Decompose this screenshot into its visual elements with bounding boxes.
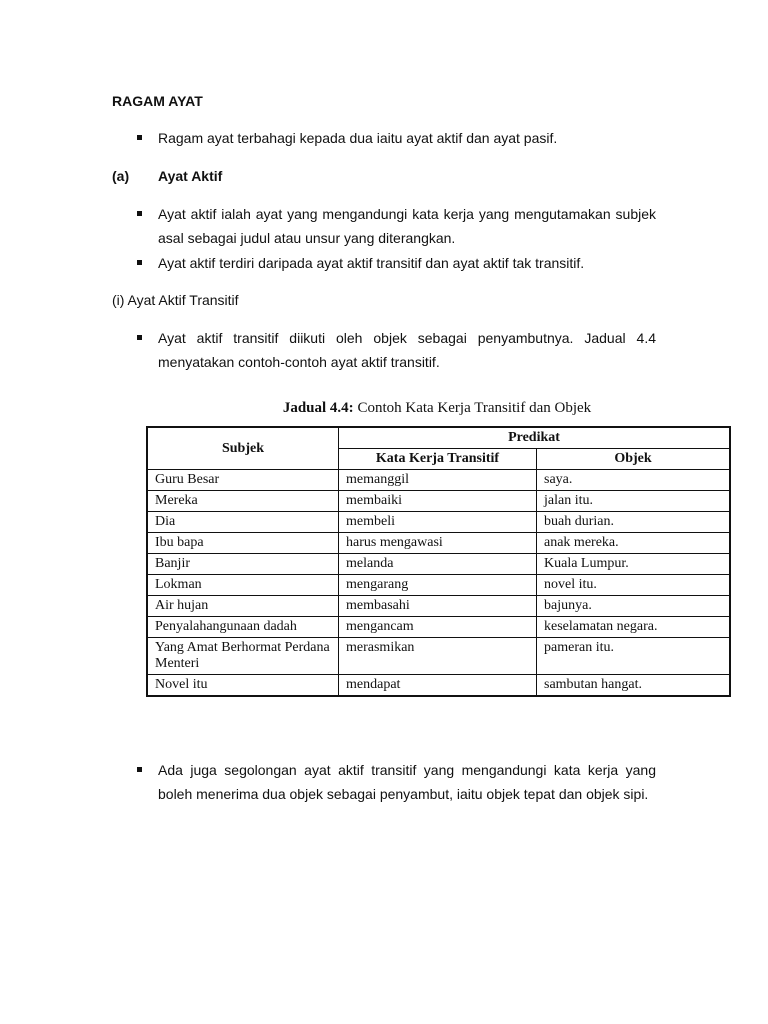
header-predikat: Predikat: [339, 427, 731, 449]
section-a-label: (a): [112, 168, 130, 184]
table-row: [147, 596, 730, 617]
header-kata-kerja: Kata Kerja Transitif: [339, 449, 537, 470]
cell-kata-kerja: memanggil: [339, 470, 537, 491]
cell-objek: novel itu.: [537, 575, 731, 596]
table-row: [147, 638, 730, 675]
table-row: [147, 491, 730, 512]
cell-kata-kerja: membaiki: [339, 491, 537, 512]
table-row: [147, 575, 730, 596]
cell-kata-kerja: membasahi: [339, 596, 537, 617]
transitive-verb-table: [146, 426, 731, 697]
cell-objek: saya.: [537, 470, 731, 491]
cell-subjek: Penyalahangunaan dadah: [147, 617, 339, 638]
cell-objek: Kuala Lumpur.: [537, 554, 731, 575]
cell-kata-kerja: harus mengawasi: [339, 533, 537, 554]
table-caption: [0, 400, 768, 417]
cell-kata-kerja: mengarang: [339, 575, 537, 596]
table-row: [147, 533, 730, 554]
section-a-title: Ayat Aktif: [158, 168, 223, 184]
table-row: [147, 675, 730, 697]
cell-objek: buah durian.: [537, 512, 731, 533]
cell-kata-kerja: mendapat: [339, 675, 537, 697]
cell-kata-kerja: merasmikan: [339, 638, 537, 675]
cell-objek: anak mereka.: [537, 533, 731, 554]
header-subjek: Subjek: [147, 427, 339, 470]
cell-objek: sambutan hangat.: [537, 675, 731, 697]
page-title: RAGAM AYAT: [112, 93, 203, 109]
table-row: [147, 617, 730, 638]
cell-objek: bajunya.: [537, 596, 731, 617]
cell-subjek: Guru Besar: [147, 470, 339, 491]
bullet-i1-text: Ayat aktif transitif diikuti oleh objek sebagai penyambutnya. Jadual 4.4 menyatakan contoh-contoh ayat aktif transitif.: [158, 330, 656, 370]
cell-subjek: Novel itu: [147, 675, 339, 697]
bullet-marker: [137, 211, 142, 216]
cell-subjek: Banjir: [147, 554, 339, 575]
table-row: [147, 470, 730, 491]
cell-subjek: Air hujan: [147, 596, 339, 617]
bullet-marker: [137, 260, 142, 265]
cell-subjek: Mereka: [147, 491, 339, 512]
table-row: [147, 512, 730, 533]
cell-subjek: Yang Amat Berhormat Perdana Menteri: [147, 638, 339, 675]
table-body: [147, 470, 730, 697]
cell-subjek: Lokman: [147, 575, 339, 596]
bullet-final-text: Ada juga segolongan ayat aktif transitif yang mengandungi kata kerja yang boleh menerima dua objek sebagai penyambut, iaitu objek tepat dan objek sipi.: [158, 762, 656, 802]
cell-objek: jalan itu.: [537, 491, 731, 512]
header-objek: Objek: [537, 449, 731, 470]
cell-subjek: Ibu bapa: [147, 533, 339, 554]
intro-bullet-text: Ragam ayat terbahagi kepada dua iaitu ayat aktif dan ayat pasif.: [158, 130, 558, 146]
table-caption-label: Jadual 4.4:: [282, 400, 354, 416]
table-row: [147, 554, 730, 575]
cell-subjek: Dia: [147, 512, 339, 533]
cell-kata-kerja: melanda: [339, 554, 537, 575]
subsection-i-title: (i) Ayat Aktif Transitif: [112, 292, 239, 308]
bullet-a1-text: Ayat aktif ialah ayat yang mengandungi kata kerja yang mengutamakan subjek asal sebagai judul atau unsur yang diterangkan.: [158, 206, 656, 246]
cell-kata-kerja: membeli: [339, 512, 537, 533]
bullet-marker: [137, 335, 142, 340]
bullet-a2-text: Ayat aktif terdiri daripada ayat aktif transitif dan ayat aktif tak transitif.: [158, 255, 585, 271]
cell-kata-kerja: mengancam: [339, 617, 537, 638]
table-caption-text: Contoh Kata Kerja Transitif dan Objek: [357, 400, 592, 416]
cell-objek: pameran itu.: [537, 638, 731, 675]
cell-objek: keselamatan negara.: [537, 617, 731, 638]
bullet-marker: [137, 767, 142, 772]
bullet-marker: [137, 135, 142, 140]
